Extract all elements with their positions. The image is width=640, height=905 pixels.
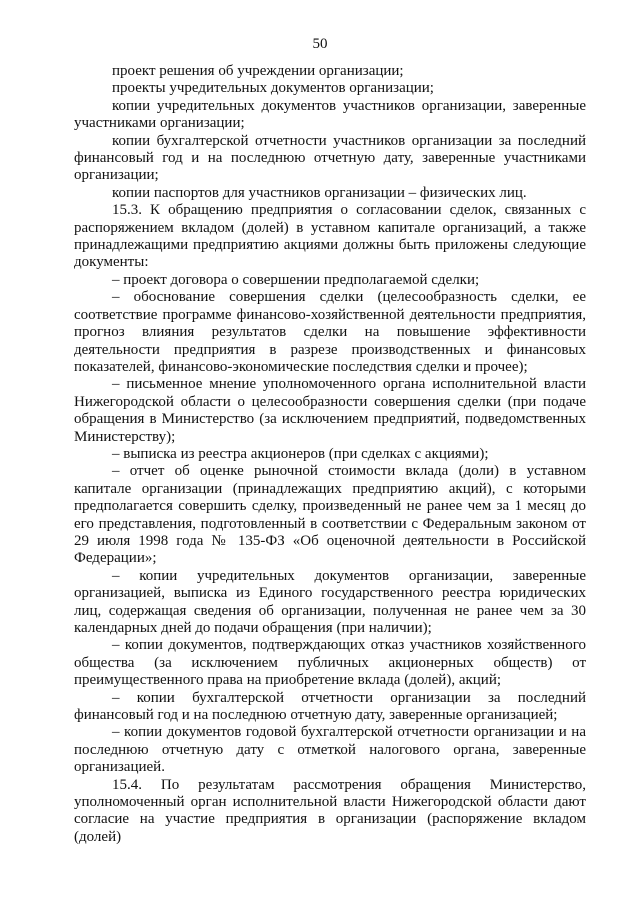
paragraph: – копии документов годовой бухгалтерской отчетности организации и на последнюю отчетную дату с отметкой налогового органа, заверенные организацией. — [74, 724, 586, 776]
paragraph: – копии бухгалтерской отчетности организации за последний финансовый год и на последнюю отчетную дату, заверенные организацией; — [74, 689, 586, 724]
paragraph: копии бухгалтерской отчетности участников организации за последний финансовый год и на последнюю отчетную дату, заверенные участниками организации; — [74, 132, 586, 184]
paragraph: – выписка из реестра акционеров (при сделках с акциями); — [112, 445, 489, 462]
paragraph: – проект договора о совершении предполагаемой сделки; — [112, 271, 480, 288]
paragraph: – копии учредительных документов организации, заверенные организацией, выписка из Единого государственного реестра юридических лиц, содержащая сведения об организации, полученная не ранее чем за 30 календарных дней до подачи обращения (при наличии); — [74, 567, 586, 636]
paragraph: копии паспортов для участников организации – физических лиц. — [112, 184, 527, 201]
paragraph: проекты учредительных документов организации; — [112, 80, 434, 97]
paragraph: – отчет об оценке рыночной стоимости вклада (доли) в уставном капитале организации (принадлежащих предприятию акций), с которыми предполагается совершить сделку, произведенный не ранее чем за 1 месяц до его представления, подготовленный в соответствии с Федеральным законом от 29 июля 1998 года № 135-ФЗ «Об оценочной деятельности в Российской Федерации»; — [74, 463, 586, 567]
paragraph: копии учредительных документов участников организации, заверенные участниками организации; — [74, 97, 586, 132]
paragraph: – письменное мнение уполномоченного органа исполнительной власти Нижегородской области о целесообразности совершения сделки (при подаче обращения в Министерство (за исключением предприятий, подведомственных Министерству); — [74, 376, 586, 445]
page-number: 50 — [312, 36, 328, 52]
paragraph: 15.3. К обращению предприятия о согласовании сделок, связанных с распоряжением вкладом (долей) в уставном капитале организаций, а также принадлежащими предприятию акциями должны быть приложены следующие документы: — [74, 202, 586, 271]
paragraph: – копии документов, подтверждающих отказ участников хозяйственного общества (за исключением публичных акционерных обществ) от преимущественного права на приобретение вклада (долей), акций; — [74, 637, 586, 689]
paragraph: 15.4. По результатам рассмотрения обращения Министерство, уполномоченный орган исполнительной власти Нижегородской области дают согласие на участие предприятия в организации (распоряжение вкладом (долей) — [74, 776, 586, 845]
paragraph: проект решения об учреждении организации; — [112, 63, 404, 79]
paragraph: – обоснование совершения сделки (целесообразность сделки, ее соответствие программе финансово-хозяйственной деятельности предприятия, прогноз влияния результатов сделки на повышение эффективности деятельности предприятия в разрезе производственных и финансовых показателей, финансово-экономические последствия сделки и прочее); — [74, 289, 586, 375]
body-text — [74, 63, 586, 846]
